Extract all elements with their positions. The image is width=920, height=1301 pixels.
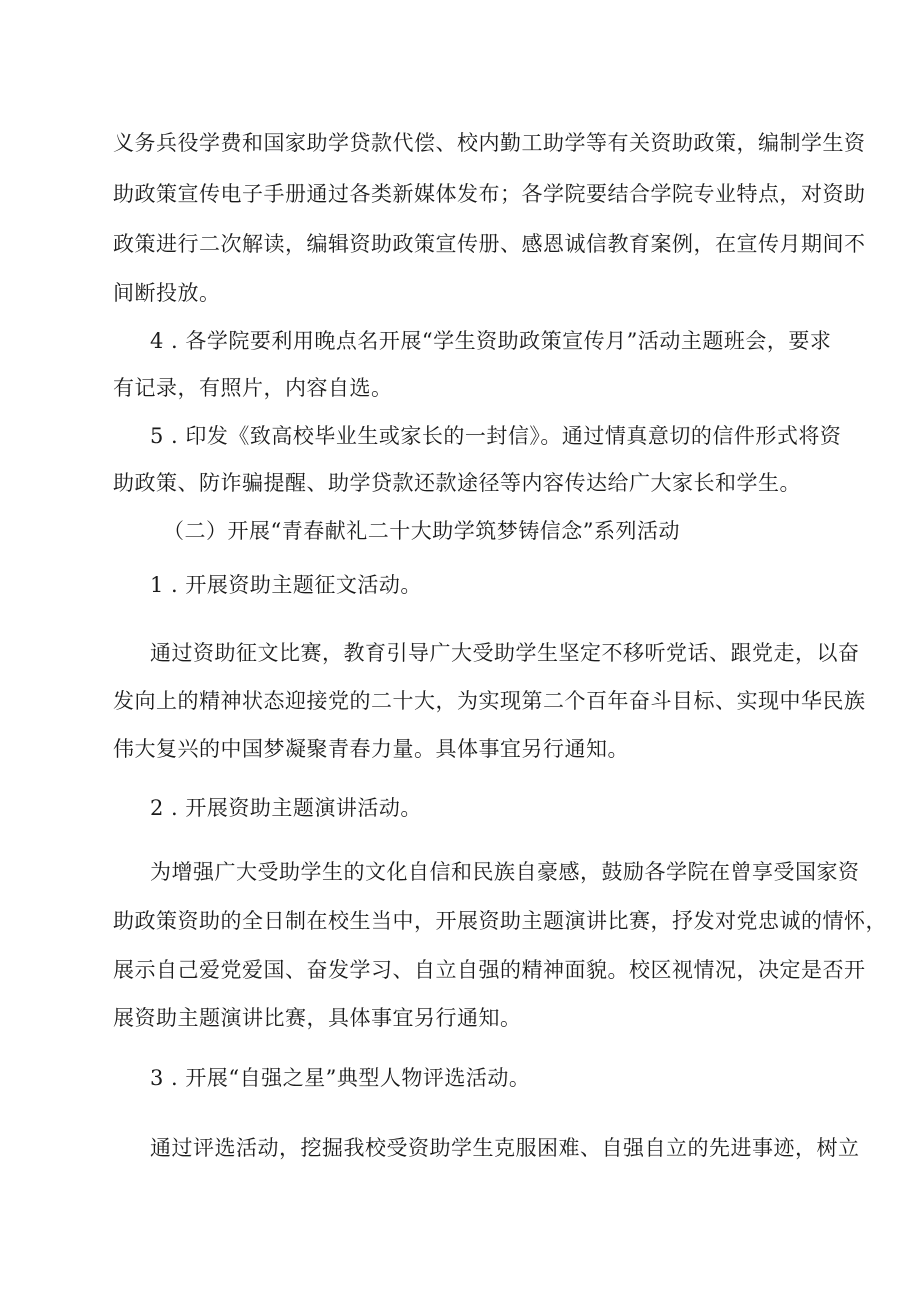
text-line: 义务兵役学费和国家助学贷款代偿、校内勤工助学等有关资助政策，编制学生资	[113, 131, 866, 155]
section-heading: （二）开展“青春献礼二十大助学筑梦铸信念”系列活动	[163, 519, 680, 543]
paragraph-line: 通过资助征文比赛，教育引导广大受助学生坚定不移听党话、跟党走，以奋	[150, 641, 860, 665]
list-item-4: 4 . 各学院要利用晚点名开展“学生资助政策宣传月”活动主题班会，要求	[150, 329, 832, 353]
paragraph-line: 发向上的精神状态迎接党的二十大，为实现第二个百年奋斗目标、实现中华民族	[113, 689, 866, 713]
sub-heading-1: 1 . 开展资助主题征文活动。	[150, 573, 422, 597]
paragraph-line: 助政策资助的全日制在校生当中，开展资助主题演讲比赛，抒发对党忠诚的情怀，	[113, 909, 887, 933]
paragraph-line: 为增强广大受助学生的文化自信和民族自豪感，鼓励各学院在曾享受国家资	[150, 860, 860, 884]
sub-heading-3: 3 . 开展“自强之星”典型人物评选活动。	[150, 1066, 531, 1090]
paragraph-line: 展资助主题演讲比赛，具体事宜另行通知。	[113, 1006, 522, 1030]
list-item-5-cont: 助政策、防诈骗提醒、助学贷款还款途径等内容传达给广大家长和学生。	[113, 471, 801, 495]
list-item-4-cont: 有记录，有照片，内容自选。	[113, 376, 393, 400]
paragraph-line: 展示自己爱党爱国、奋发学习、自立自强的精神面貌。校区视情况，决定是否开	[113, 958, 866, 982]
text-line: 间断投放。	[113, 281, 221, 305]
text-line: 助政策宣传电子手册通过各类新媒体发布；各学院要结合学院专业特点，对资助	[113, 182, 866, 206]
text-line: 政策进行二次解读，编辑资助政策宣传册、感恩诚信教育案例，在宣传月期间不	[113, 232, 866, 256]
list-item-5: 5 . 印发《致高校毕业生或家长的一封信》。通过情真意切的信件形式将资	[150, 424, 842, 448]
paragraph-line: 通过评选活动，挖掘我校受资助学生克服困难、自强自立的先进事迹，树立	[150, 1136, 860, 1160]
paragraph-line: 伟大复兴的中国梦凝聚青春力量。具体事宜另行通知。	[113, 737, 629, 761]
sub-heading-2: 2 . 开展资助主题演讲活动。	[150, 796, 422, 820]
